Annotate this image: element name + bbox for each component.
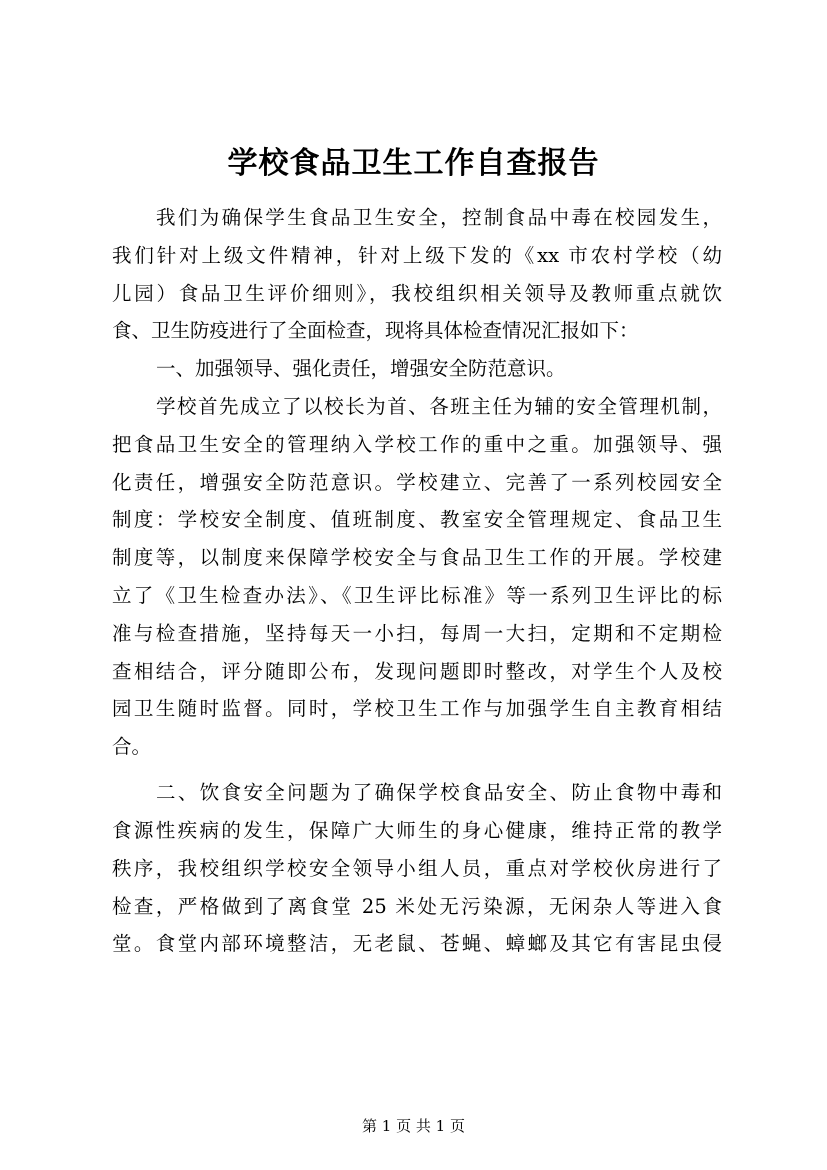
paragraph-line: 秩序，我校组织学校安全领导小组人员，重点对学校伙房进行了 [112,856,722,880]
paragraph-line: 食、卫生防疫进行了全面检查，现将具体检查情况汇报如下： [112,319,639,343]
paragraph-line: 我们针对上级文件精神，针对上级下发的《xx 市农村学校（幼 [112,243,722,267]
paragraph-line: 制度：学校安全制度、值班制度、教室安全管理规定、食品卫生 [112,508,722,532]
paragraph-line: 查相结合，评分随即公布，发现问题即时整改，对学生个人及校 [112,659,722,683]
paragraph-line: 堂。食堂内部环境整洁，无老鼠、苍蝇、蟑螂及其它有害昆虫侵 [112,932,722,956]
paragraph-line: 学校首先成立了以校长为首、各班主任为辅的安全管理机制， [156,394,722,418]
paragraph-line: 儿园）食品卫生评价细则》，我校组织相关领导及教师重点就饮 [112,281,722,305]
section-heading: 二、饮食安全问题为了确保学校食品安全、防止食物中毒和 [156,781,722,805]
document-body [112,199,722,963]
paragraph-line: 合。 [112,735,152,759]
paragraph-line: 把食品卫生安全的管理纳入学校工作的重中之重。加强领导、强 [112,432,722,456]
paragraph-line: 检查，严格做到了离食堂 25 米处无污染源，无闲杂人等进入食 [112,894,722,918]
paragraph-line: 化责任，增强安全防范意识。学校建立、完善了一系列校园安全 [112,470,722,494]
document-title: 学校食品卫生工作自查报告 [227,146,600,181]
paragraph-line: 制度等，以制度来保障学校安全与食品卫生工作的开展。学校建 [112,546,722,570]
paragraph-line: 准与检查措施，坚持每天一小扫，每周一大扫，定期和不定期检 [112,621,722,645]
paragraph-line: 园卫生随时监督。同时，学校卫生工作与加强学生自主教育相结 [112,697,722,721]
section-heading: 一、加强领导、强化责任，增强安全防范意识。 [156,357,566,381]
paragraph-line: 食源性疾病的发生，保障广大师生的身心健康，维持正常的教学 [112,818,722,842]
paragraph-line: 立了《卫生检查办法》、《卫生评比标准》等一系列卫生评比的标 [112,583,722,607]
paragraph-line: 我们为确保学生食品卫生安全，控制食品中毒在校园发生， [156,206,722,229]
page-number: 第 1 页 共 1 页 [362,1117,465,1135]
